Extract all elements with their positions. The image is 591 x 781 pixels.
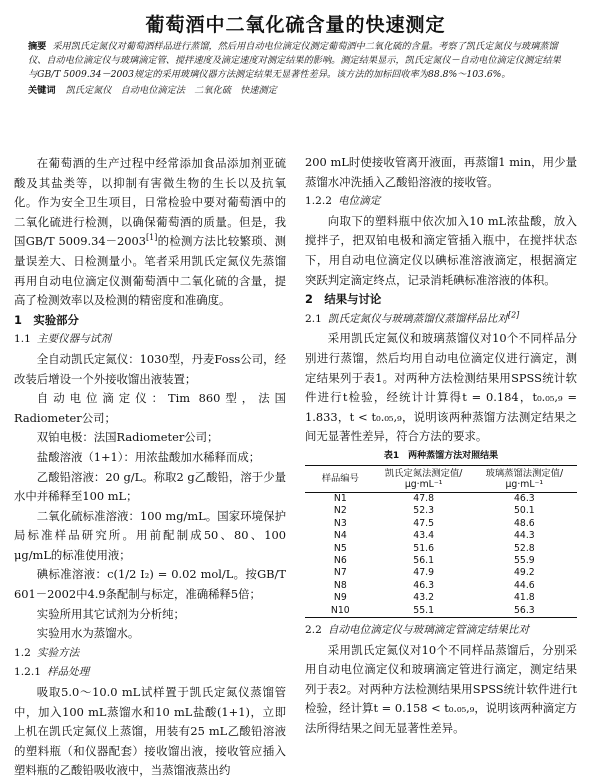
table-header-cell: 凯氏定氮法测定值/μg·mL⁻¹	[376, 465, 472, 492]
titration-paragraph: 向取下的塑料瓶中依次加入10 mL浓盐酸，放入搅拌子，把双铂电极和滴定管插入瓶中，在搅拌状态下，用自动电位滴定仪以碘标准溶液滴定，根据滴定突跃判定滴定终点，记录消耗碘标准溶液的体积。	[305, 213, 577, 287]
table-row	[305, 518, 577, 530]
table-row	[305, 592, 577, 604]
subsection-heading-sample	[14, 663, 286, 683]
sample-paragraph-continued: 200 mL时使接收管离开液面，再蒸馏1 min，用少量蒸馏水冲洗插入乙酸铅溶液的接收管。	[305, 155, 577, 189]
table-row	[305, 530, 577, 542]
table-cell: 47.5	[413, 517, 434, 529]
reagent-hcl: 盐酸溶液（1+1）：用浓盐酸加水稀释而成；	[36, 449, 261, 464]
table-cell: N10	[305, 605, 376, 618]
table-cell: 51.6	[413, 542, 434, 554]
subsection-title: 实验方法	[36, 646, 80, 659]
results-table	[305, 465, 577, 618]
subsection-heading-instruments	[14, 330, 286, 350]
table-cell: 43.2	[413, 592, 434, 604]
subsection-heading-distillation	[305, 310, 577, 330]
table-row	[305, 492, 577, 505]
subsection-title: 样品处理	[46, 666, 90, 679]
subsection-number: 1.2.2	[305, 195, 332, 208]
table-cell: 52.3	[413, 505, 434, 517]
table-cell: 44.6	[513, 579, 535, 591]
table-caption: 表1 两种蒸馏方法对照结果	[383, 450, 499, 461]
table-row	[305, 505, 577, 517]
reagent-other: 实验所用其它试剂为分析纯；	[36, 606, 185, 621]
table-cell: N4	[333, 530, 347, 542]
subsection-heading-titration-compare	[305, 621, 577, 641]
subsection-title: 自动电位滴定仪与玻璃滴定管滴定结果比对	[327, 623, 530, 636]
table-cell: N3	[333, 517, 347, 529]
keywords-text: 凯氏定氮仪 自动电位滴定法 二氧化硫 快速测定	[65, 85, 277, 96]
keywords-line	[28, 84, 568, 98]
instrument-titrator: 自动电位滴定仪：Tim 860型，法国Radiometer公司；	[14, 391, 286, 425]
table-cell: 43.4	[413, 530, 434, 542]
table-cell: 52.8	[513, 542, 535, 554]
table-header-cell: 样品编号	[305, 465, 376, 492]
sample-paragraph: 吸取5.0～10.0 mL试样置于凯氏定氮仪蒸馏管中，加入100 mL蒸馏水和10 mL盐酸(1+1)，立即上机在凯氏定氮仪上蒸馏，用装有25 mL乙酸铅溶液的塑料瓶（和仪器配套）接收馏出液，接收管应插入塑料瓶的乙酸铅吸收液中，当蒸馏液蒸出约	[14, 685, 286, 778]
intro-paragraph	[14, 154, 286, 311]
table-row	[305, 543, 577, 555]
subsection-title: 电位滴定	[337, 195, 381, 208]
table-cell: 49.2	[513, 567, 535, 579]
subsection-citation: [2]	[507, 310, 520, 320]
table-cell: N5	[333, 542, 347, 554]
table-header-row	[305, 465, 577, 492]
table-cell: 41.8	[513, 592, 535, 604]
subsection-number: 1.2	[14, 646, 31, 659]
subsection-number: 2.2	[305, 623, 322, 636]
section-heading-results: 2 结果与讨论	[305, 292, 382, 307]
subsection-heading-method	[14, 644, 286, 664]
table-cell: 48.6	[513, 517, 535, 529]
reagent-water: 实验用水为蒸馏水。	[36, 626, 140, 641]
subsection-number: 1.2.1	[14, 666, 41, 679]
intro-text: 在葡萄酒的生产过程中经常添加食品添加剂亚硫酸及其盐类等，以抑制有害微生物的生长以及抗氧化。作为安全卫生项目，日常检验中要对葡萄酒中的二氧化硫进行检测，以确保葡萄酒的质量。但是，我国GB/T 5009.34－2003	[14, 156, 286, 249]
left-column	[14, 154, 286, 781]
section-heading-experiment: 1 实验部分	[14, 312, 79, 327]
table-cell: N9	[333, 592, 347, 604]
abstract-block	[28, 40, 568, 98]
subsection-title: 主要仪器与试剂	[36, 333, 112, 346]
subsection-heading-titration	[305, 192, 577, 212]
table-cell: 47.8	[413, 492, 434, 504]
table-cell: 55.9	[513, 554, 535, 566]
reagent-iodine: 碘标准溶液：c(1/2 I₂) = 0.02 mol/L。按GB/T 601－2002中4.9条配制与标定，准确稀释5倍；	[14, 567, 286, 602]
table-cell: 55.1	[376, 605, 472, 618]
right-column	[305, 153, 577, 739]
abstract-paragraph	[28, 40, 568, 82]
intro-citation: [1]	[146, 233, 158, 243]
table-header-cell: 玻璃蒸馏法测定值/μg·mL⁻¹	[472, 465, 577, 492]
subsection-title: 凯氏定氮仪与玻璃蒸馏仪蒸馏样品比对	[327, 312, 508, 325]
table-cell: 46.3	[413, 579, 434, 591]
instrument-electrode: 双铂电极：法国Radiometer公司；	[36, 430, 219, 445]
abstract-label: 摘要	[28, 41, 47, 52]
keywords-label: 关键词	[28, 85, 56, 96]
intro-text-rest: 的检测方法比较繁琐、测量误差大、日检测量小。笔者采用凯氏定氮仪先蒸馏再用自动电位滴定仪测葡萄酒中二氧化硫的含量，提高了检测效率以及检测的精密度和准确度。	[14, 234, 286, 308]
table-cell: 56.1	[413, 554, 434, 566]
subsection-number: 1.1	[14, 333, 31, 346]
table-row	[305, 580, 577, 592]
table-cell: N2	[333, 505, 347, 517]
abstract-text: 采用凯氏定氮仪对葡萄酒样品进行蒸馏，然后用自动电位滴定仪测定葡萄酒中二氧化硫的含量。考察了凯氏定氮仪与玻璃蒸馏仪、自动电位滴定仪与玻璃滴定管、搅拌速度及滴定速度对测定结果的影响。测定结果显示，凯氏定氮仪－自动电位滴定仪测定结果与GB/T 5009.34－2003规定的采用玻璃仪器方法测定结果无显著性差异。该方法的加标回收率为88.8%～103.6%。	[28, 41, 561, 80]
table-row	[305, 605, 577, 618]
table-row	[305, 555, 577, 567]
paper-title: 葡萄酒中二氧化硫含量的快速测定	[145, 14, 446, 36]
instrument-kjeldahl: 全自动凯氏定氮仪：1030型，丹麦Foss公司，经改装后增设一个外接收馏出液装置；	[14, 351, 286, 386]
table-cell: 56.3	[472, 605, 577, 618]
table-cell: N1	[333, 492, 347, 504]
subsection-number: 2.1	[305, 312, 322, 325]
table-cell: 47.9	[413, 567, 434, 579]
table-cell: N6	[333, 554, 347, 566]
table-cell: 46.3	[513, 492, 535, 504]
reagent-so2-standard: 二氧化硫标准溶液：100 mg/mL。国家环境保护局标准样品研究所。用前配制成50、80、100 μg/mL的标准使用液；	[14, 508, 286, 562]
reagent-lead-acetate: 乙酸铅溶液：20 g/L。称取2 g乙酸铅，溶于少量水中并稀释至100 mL；	[14, 469, 286, 504]
table-cell: 50.1	[513, 505, 535, 517]
table-cell: N8	[333, 579, 347, 591]
table-cell: 44.3	[513, 530, 535, 542]
table-body	[305, 492, 577, 617]
table-cell: N7	[333, 567, 347, 579]
table-row	[305, 567, 577, 579]
titration-compare-paragraph: 采用凯氏定氮仪对10个不同样品蒸馏后，分别采用自动电位滴定仪和玻璃滴定管进行滴定，测定结果列于表2。对两种方法检测结果用SPSS统计软件进行t检验，经计算t = 0.158 < t₀.₀₅,₉，说明该两种滴定方法所得结果之间无显著性差异。	[305, 642, 577, 735]
distillation-paragraph: 采用凯氏定氮仪和玻璃蒸馏仪对10个不同样品分别进行蒸馏，然后均用自动电位滴定仪进行滴定，测定结果列于表1。对两种方法检测结果用SPSS统计软件进行t检验，经统计计算得t = 0.184，t₀.₀₅,₉ = 1.833，t < t₀.₀₅,₉，说明该两种蒸馏方法测定结果之间无显著性差异，符合方法的要求。	[305, 331, 577, 444]
